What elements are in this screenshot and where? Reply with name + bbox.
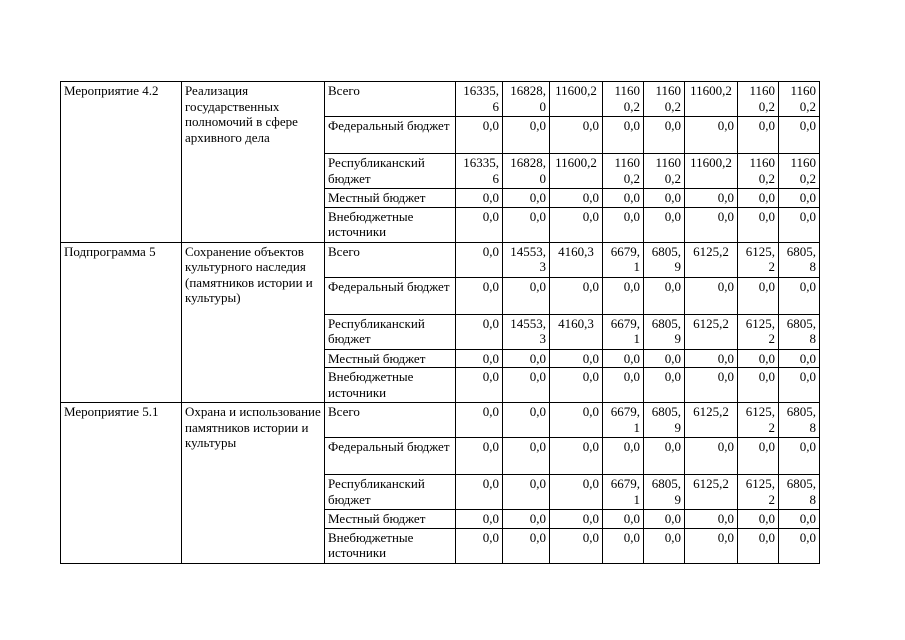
- value-cell: 0,0: [503, 475, 550, 510]
- value-cell: 0,0: [644, 277, 685, 314]
- value-cell: 6805,9: [644, 314, 685, 349]
- program-description-cell: Сохранение объектов культурного наследия (памятников истории и культуры): [182, 242, 325, 403]
- value-cell: 0,0: [779, 438, 820, 475]
- value-cell: 0,0: [644, 349, 685, 368]
- table-row: [61, 242, 820, 277]
- value-cell: 11600,2: [550, 154, 603, 189]
- value-cell: 11600,2: [603, 154, 644, 189]
- value-cell: 4160,3: [550, 242, 603, 277]
- value-cell: 0,0: [685, 207, 738, 242]
- funding-source-cell: Внебюджетные источники: [325, 528, 456, 563]
- value-cell: 6679,1: [603, 242, 644, 277]
- value-cell: 6805,8: [779, 314, 820, 349]
- value-cell: 11600,2: [644, 82, 685, 117]
- value-cell: 0,0: [456, 189, 503, 208]
- value-cell: 0,0: [456, 117, 503, 154]
- value-cell: 0,0: [738, 189, 779, 208]
- value-cell: 0,0: [503, 438, 550, 475]
- value-cell: 0,0: [503, 528, 550, 563]
- value-cell: 16335,6: [456, 154, 503, 189]
- value-cell: 0,0: [550, 438, 603, 475]
- program-description-cell: Реализация государственных полномочий в сфере архивного дела: [182, 82, 325, 243]
- table-row: [61, 82, 820, 117]
- value-cell: 0,0: [456, 403, 503, 438]
- funding-source-cell: Местный бюджет: [325, 189, 456, 208]
- value-cell: 0,0: [644, 510, 685, 529]
- value-cell: 0,0: [779, 207, 820, 242]
- program-name-cell: Мероприятие 5.1: [61, 403, 182, 564]
- value-cell: 0,0: [779, 510, 820, 529]
- program-name-cell: Мероприятие 4.2: [61, 82, 182, 243]
- value-cell: 11600,2: [550, 82, 603, 117]
- funding-source-cell: Всего: [325, 403, 456, 438]
- value-cell: 0,0: [550, 403, 603, 438]
- value-cell: 0,0: [779, 528, 820, 563]
- value-cell: 6125,2: [685, 242, 738, 277]
- value-cell: 0,0: [685, 117, 738, 154]
- value-cell: 6679,1: [603, 403, 644, 438]
- value-cell: 0,0: [550, 349, 603, 368]
- value-cell: 0,0: [603, 207, 644, 242]
- value-cell: 0,0: [503, 403, 550, 438]
- value-cell: 0,0: [779, 368, 820, 403]
- value-cell: 14553,3: [503, 314, 550, 349]
- value-cell: 0,0: [550, 475, 603, 510]
- value-cell: 16828,0: [503, 154, 550, 189]
- value-cell: 6125,2: [738, 314, 779, 349]
- value-cell: 11600,2: [685, 154, 738, 189]
- value-cell: 0,0: [779, 277, 820, 314]
- value-cell: 6125,2: [685, 475, 738, 510]
- value-cell: 6805,9: [644, 475, 685, 510]
- value-cell: 4160,3: [550, 314, 603, 349]
- value-cell: 0,0: [738, 438, 779, 475]
- value-cell: 0,0: [603, 117, 644, 154]
- value-cell: 0,0: [738, 277, 779, 314]
- table-row: [61, 403, 820, 438]
- value-cell: 0,0: [456, 528, 503, 563]
- value-cell: 0,0: [603, 189, 644, 208]
- value-cell: 11600,2: [738, 154, 779, 189]
- value-cell: 0,0: [503, 117, 550, 154]
- program-description-cell: Охрана и использование памятников истории и культуры: [182, 403, 325, 564]
- value-cell: 0,0: [738, 528, 779, 563]
- value-cell: 0,0: [550, 510, 603, 529]
- value-cell: 11600,2: [738, 82, 779, 117]
- value-cell: 6125,2: [738, 475, 779, 510]
- value-cell: 0,0: [779, 349, 820, 368]
- value-cell: 6805,8: [779, 242, 820, 277]
- value-cell: 0,0: [550, 117, 603, 154]
- funding-source-cell: Федеральный бюджет: [325, 117, 456, 154]
- value-cell: 6805,8: [779, 475, 820, 510]
- table-body: [61, 82, 820, 564]
- funding-source-cell: Внебюджетные источники: [325, 207, 456, 242]
- value-cell: 6679,1: [603, 475, 644, 510]
- value-cell: 0,0: [685, 528, 738, 563]
- value-cell: 0,0: [738, 510, 779, 529]
- value-cell: 0,0: [550, 368, 603, 403]
- value-cell: 0,0: [779, 189, 820, 208]
- program-name-cell: Подпрограмма 5: [61, 242, 182, 403]
- value-cell: 16828,0: [503, 82, 550, 117]
- budget-table: [60, 81, 820, 564]
- value-cell: 0,0: [550, 528, 603, 563]
- value-cell: 0,0: [456, 438, 503, 475]
- value-cell: 0,0: [738, 117, 779, 154]
- value-cell: 0,0: [738, 368, 779, 403]
- funding-source-cell: Республиканский бюджет: [325, 154, 456, 189]
- value-cell: 0,0: [503, 277, 550, 314]
- value-cell: 0,0: [644, 438, 685, 475]
- value-cell: 0,0: [456, 349, 503, 368]
- value-cell: 0,0: [738, 207, 779, 242]
- value-cell: 0,0: [603, 528, 644, 563]
- value-cell: 0,0: [779, 117, 820, 154]
- value-cell: 0,0: [456, 510, 503, 529]
- value-cell: 11600,2: [644, 154, 685, 189]
- funding-source-cell: Местный бюджет: [325, 510, 456, 529]
- funding-source-cell: Республиканский бюджет: [325, 314, 456, 349]
- value-cell: 0,0: [456, 368, 503, 403]
- value-cell: 0,0: [603, 368, 644, 403]
- value-cell: 6125,2: [738, 403, 779, 438]
- value-cell: 0,0: [456, 475, 503, 510]
- funding-source-cell: Федеральный бюджет: [325, 277, 456, 314]
- value-cell: 11600,2: [779, 82, 820, 117]
- value-cell: 0,0: [456, 207, 503, 242]
- value-cell: 0,0: [550, 189, 603, 208]
- value-cell: 0,0: [456, 314, 503, 349]
- value-cell: 6805,9: [644, 403, 685, 438]
- value-cell: 0,0: [503, 207, 550, 242]
- funding-source-cell: Всего: [325, 242, 456, 277]
- value-cell: 0,0: [685, 438, 738, 475]
- value-cell: 0,0: [603, 510, 644, 529]
- value-cell: 6125,2: [685, 314, 738, 349]
- funding-source-cell: Республиканский бюджет: [325, 475, 456, 510]
- funding-source-cell: Местный бюджет: [325, 349, 456, 368]
- value-cell: 0,0: [603, 349, 644, 368]
- value-cell: 6679,1: [603, 314, 644, 349]
- funding-source-cell: Всего: [325, 82, 456, 117]
- value-cell: 6125,2: [738, 242, 779, 277]
- value-cell: 0,0: [644, 117, 685, 154]
- value-cell: 6125,2: [685, 403, 738, 438]
- value-cell: 0,0: [503, 189, 550, 208]
- value-cell: 11600,2: [779, 154, 820, 189]
- value-cell: 11600,2: [603, 82, 644, 117]
- value-cell: 0,0: [644, 207, 685, 242]
- value-cell: 16335,6: [456, 82, 503, 117]
- value-cell: 14553,3: [503, 242, 550, 277]
- value-cell: 0,0: [503, 368, 550, 403]
- value-cell: 0,0: [603, 438, 644, 475]
- value-cell: 0,0: [503, 349, 550, 368]
- value-cell: 6805,8: [779, 403, 820, 438]
- value-cell: 0,0: [685, 189, 738, 208]
- value-cell: 0,0: [503, 510, 550, 529]
- value-cell: 0,0: [644, 368, 685, 403]
- value-cell: 0,0: [603, 277, 644, 314]
- value-cell: 0,0: [456, 242, 503, 277]
- value-cell: 6805,9: [644, 242, 685, 277]
- funding-source-cell: Федеральный бюджет: [325, 438, 456, 475]
- value-cell: 0,0: [685, 349, 738, 368]
- value-cell: 0,0: [738, 349, 779, 368]
- value-cell: 0,0: [644, 189, 685, 208]
- value-cell: 11600,2: [685, 82, 738, 117]
- value-cell: 0,0: [644, 528, 685, 563]
- value-cell: 0,0: [456, 277, 503, 314]
- value-cell: 0,0: [685, 510, 738, 529]
- value-cell: 0,0: [550, 277, 603, 314]
- value-cell: 0,0: [550, 207, 603, 242]
- value-cell: 0,0: [685, 277, 738, 314]
- funding-source-cell: Внебюджетные источники: [325, 368, 456, 403]
- value-cell: 0,0: [685, 368, 738, 403]
